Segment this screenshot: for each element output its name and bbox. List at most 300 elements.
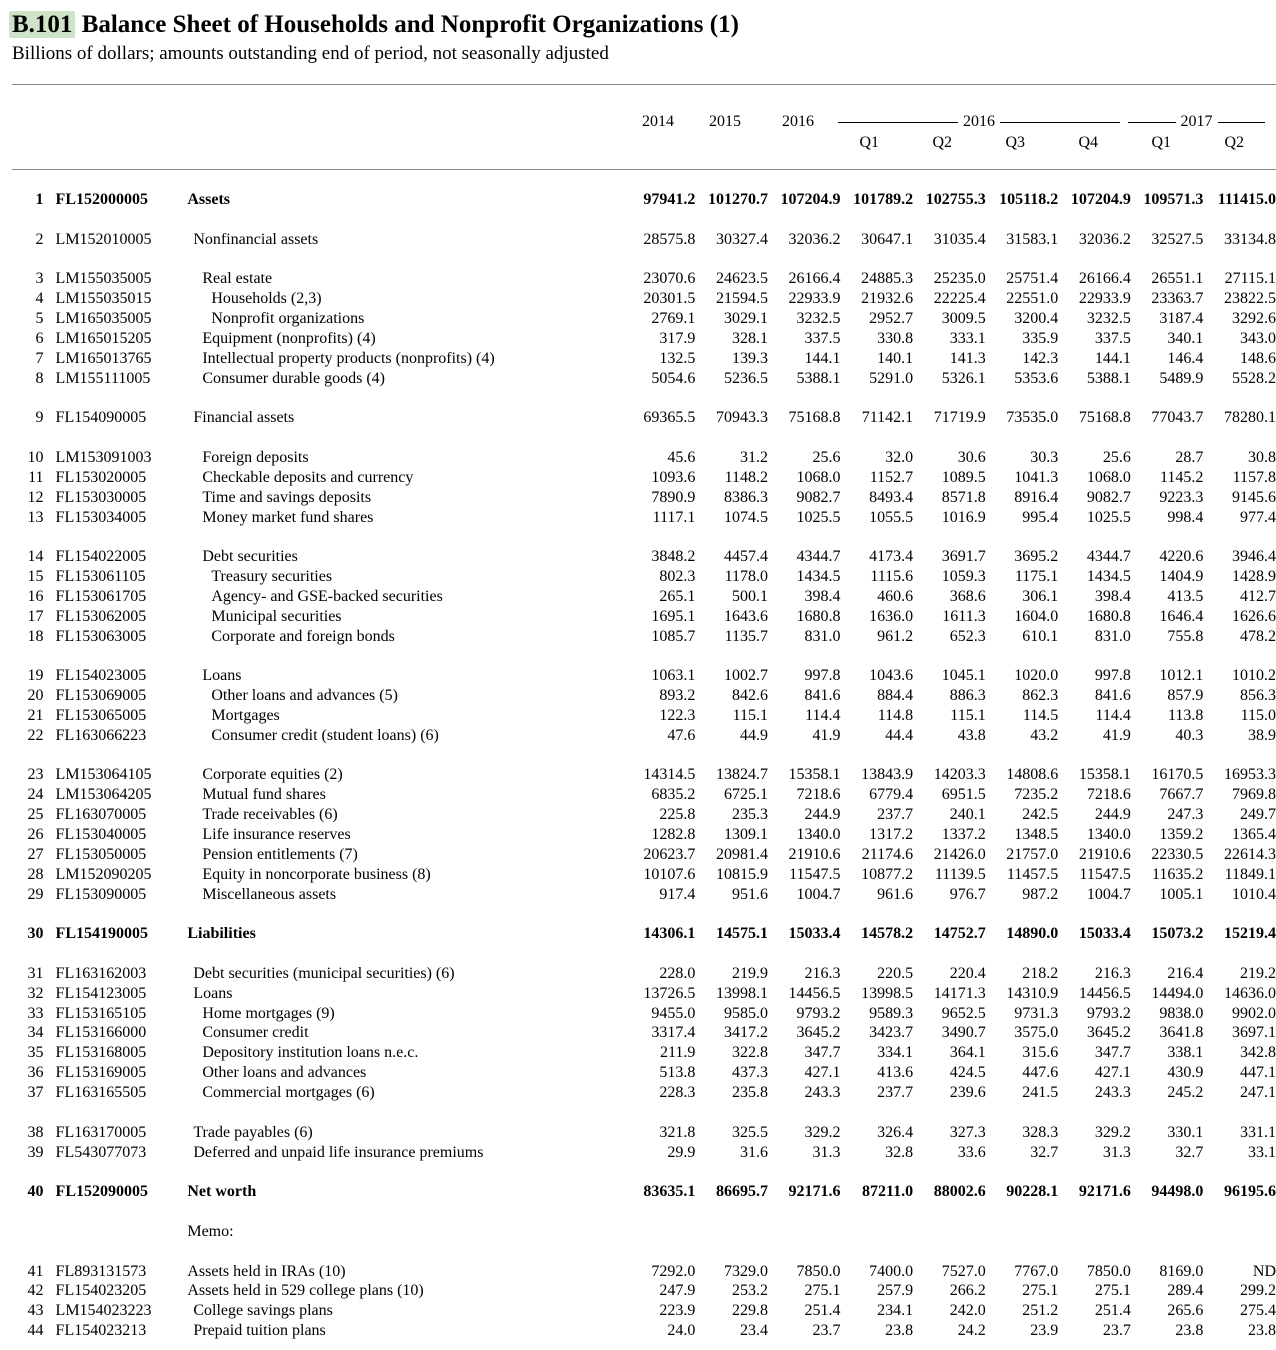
value-cell: 31.3	[812, 1143, 841, 1161]
row-label-cell	[187, 1321, 623, 1341]
value-cell: 2952.7	[869, 310, 914, 328]
row-label: Equipment (nonprofits) (4)	[202, 329, 376, 347]
row-label: Assets held in 529 college plans (10)	[187, 1282, 424, 1300]
value-cell: 4173.4	[869, 548, 914, 566]
value-cell: 21932.6	[861, 290, 914, 308]
value-cell: 2769.1	[651, 310, 696, 328]
row-label-cell	[187, 1301, 623, 1321]
table-row	[14, 686, 1276, 706]
row-label: Time and savings deposits	[202, 488, 372, 506]
value-cell: 398.4	[1094, 587, 1131, 605]
value-cell: ND	[1252, 1262, 1276, 1280]
row-label: Pension entitlements (7)	[202, 845, 358, 863]
value-cell: 15033.4	[1078, 925, 1131, 943]
row-label: Deferred and unpaid life insurance premiums	[193, 1143, 484, 1161]
spacer-row	[14, 1162, 1276, 1182]
value-cell: 32.7	[1175, 1143, 1204, 1161]
row-label-cell	[187, 1143, 623, 1163]
row-label: Checkable deposits and currency	[202, 468, 414, 486]
table-row	[14, 805, 1276, 825]
value-cell: 26551.1	[1151, 270, 1204, 288]
value-cell: 23.7	[812, 1322, 841, 1340]
value-cell: 14310.9	[1006, 984, 1059, 1002]
value-cell: 3200.4	[1014, 310, 1059, 328]
value-cell: 14171.3	[933, 984, 986, 1002]
value-cell: 1434.5	[796, 568, 841, 586]
value-cell: 1004.7	[1086, 885, 1131, 903]
value-cell: 289.4	[1167, 1282, 1204, 1300]
spacer-row	[14, 428, 1276, 448]
value-cell: 26166.4	[788, 270, 841, 288]
value-cell: 347.7	[804, 1044, 841, 1062]
value-cell: 831.0	[804, 627, 841, 645]
value-cell: 7218.6	[1086, 786, 1131, 804]
value-cell: 500.1	[731, 587, 768, 605]
value-cell: 9082.7	[1086, 488, 1131, 506]
value-cell: 330.1	[1167, 1123, 1204, 1141]
series-code: LM165013765	[55, 349, 152, 367]
row-label: Commercial mortgages (6)	[202, 1083, 375, 1101]
value-cell: 1282.8	[651, 826, 696, 843]
value-cell: 115.1	[950, 706, 986, 724]
series-code: LM153064105	[55, 766, 152, 784]
col-header-2014: 2014	[642, 113, 674, 130]
value-cell: 107204.9	[1070, 191, 1131, 208]
row-number	[14, 1222, 56, 1242]
value-cell: 83635.1	[643, 1183, 696, 1201]
series-code: FL163165505	[55, 1083, 147, 1101]
value-cell: 977.4	[1240, 508, 1276, 526]
row-number: 24	[27, 786, 44, 804]
value-cell: 321.8	[659, 1123, 696, 1141]
value-cell: 1359.2	[1159, 826, 1204, 843]
value-cell: 5489.9	[1159, 369, 1204, 387]
value-cell: 1317.2	[869, 826, 914, 843]
value-cell: 9589.3	[869, 1004, 914, 1022]
value-cell: 219.2	[1240, 964, 1276, 982]
value-cell: 275.1	[804, 1282, 841, 1300]
value-cell: 14314.5	[643, 766, 696, 784]
row-label-cell	[187, 924, 623, 944]
value-cell: 11849.1	[1224, 865, 1276, 883]
row-number: 26	[27, 826, 44, 843]
spacer-row	[14, 1242, 1276, 1262]
table-row	[14, 468, 1276, 488]
value-cell: 23822.5	[1224, 290, 1276, 308]
row-label: Debt securities	[202, 548, 298, 566]
value-cell: 1004.7	[796, 885, 841, 903]
value-cell: 114.4	[1095, 706, 1131, 724]
value-cell: 247.1	[1240, 1083, 1276, 1101]
value-cell: 249.7	[1240, 806, 1276, 824]
value-cell: 32.0	[885, 448, 914, 466]
value-cell: 139.3	[731, 349, 768, 367]
value-cell: 237.7	[877, 1083, 914, 1101]
value-cell: 24885.3	[861, 270, 914, 288]
value-cell: 21910.6	[1078, 845, 1131, 863]
value-cell: 30.6	[957, 448, 986, 466]
value-cell: 7527.0	[941, 1262, 986, 1280]
table-row	[14, 1262, 1276, 1282]
value-cell: 5054.6	[651, 369, 696, 387]
table-row	[14, 508, 1276, 528]
value-cell: 14575.1	[715, 925, 768, 943]
col-header-2016: 2016	[782, 113, 814, 130]
row-label-cell	[187, 190, 623, 210]
value-cell: 5236.5	[723, 369, 768, 387]
value-cell: 976.7	[949, 885, 986, 903]
value-cell: 884.4	[877, 687, 914, 705]
value-cell: 102755.3	[925, 191, 986, 208]
value-cell: 265.6	[1167, 1302, 1204, 1320]
table-row	[14, 865, 1276, 885]
value-cell: 427.1	[804, 1064, 841, 1082]
value-cell: 29.9	[667, 1143, 696, 1161]
row-label-cell	[187, 805, 623, 825]
value-cell: 1063.1	[651, 667, 696, 685]
row-label: Municipal securities	[211, 607, 342, 625]
value-cell: 140.1	[877, 349, 914, 367]
value-cell: 71142.1	[861, 409, 914, 427]
value-cell: 1428.9	[1232, 568, 1276, 586]
row-number: 21	[27, 706, 44, 724]
row-number: 42	[27, 1282, 44, 1300]
value-cell: 23.7	[1102, 1322, 1131, 1340]
memo-label	[187, 1222, 623, 1242]
value-cell: 92171.6	[1078, 1183, 1131, 1201]
value-cell: 9731.3	[1014, 1004, 1059, 1022]
value-cell: 241.5	[1022, 1083, 1059, 1101]
value-cell: 13824.7	[715, 766, 768, 784]
table-row	[14, 369, 1276, 389]
value-cell: 86695.7	[715, 1183, 768, 1201]
value-cell: 3490.7	[941, 1024, 986, 1042]
group-header-2017	[1128, 113, 1265, 131]
value-cell: 242.5	[1022, 806, 1059, 824]
value-cell: 22933.9	[788, 290, 841, 308]
row-label: Nonprofit organizations	[211, 310, 365, 328]
value-cell: 998.4	[1167, 508, 1204, 526]
value-cell: 8571.8	[941, 488, 986, 506]
row-label: Consumer durable goods (4)	[202, 369, 385, 387]
value-cell: 337.5	[804, 329, 841, 347]
row-number: 17	[27, 607, 44, 625]
value-cell: 243.3	[804, 1083, 841, 1101]
row-number: 19	[27, 667, 44, 685]
value-cell: 243.3	[1094, 1083, 1131, 1101]
spacer-row	[14, 1103, 1276, 1123]
value-cell: 244.9	[1094, 806, 1131, 824]
table-row	[14, 964, 1276, 984]
value-cell: 31035.4	[933, 230, 986, 248]
value-cell: 44.9	[739, 726, 768, 744]
value-cell: 8169.0	[1159, 1262, 1204, 1280]
row-number: 8	[35, 369, 44, 387]
value-cell: 9223.3	[1159, 488, 1204, 506]
value-cell: 1337.2	[941, 826, 986, 843]
value-cell: 105118.2	[999, 191, 1059, 208]
table-row	[14, 329, 1276, 349]
value-cell: 1068.0	[796, 468, 841, 486]
value-cell: 5528.2	[1232, 369, 1276, 387]
value-cell: 1626.6	[1232, 607, 1276, 625]
row-label: Households (2,3)	[211, 290, 322, 308]
value-cell: 31583.1	[1006, 230, 1059, 248]
value-cell: 69365.5	[643, 409, 696, 427]
value-cell: 220.5	[877, 964, 914, 982]
table-row	[14, 785, 1276, 805]
series-code: FL163070005	[55, 806, 147, 824]
series-code: FL154022005	[55, 548, 147, 566]
value-cell: 368.6	[949, 587, 986, 605]
value-cell: 1340.0	[1086, 826, 1131, 843]
row-number: 41	[27, 1262, 44, 1280]
row-number: 18	[27, 627, 44, 645]
value-cell: 14456.5	[788, 984, 841, 1002]
group-header-2016	[838, 113, 1120, 131]
value-cell: 1089.5	[941, 468, 986, 486]
value-cell: 8493.4	[869, 488, 914, 506]
value-cell: 5353.6	[1014, 369, 1059, 387]
row-label-cell	[187, 706, 623, 726]
value-cell: 1695.1	[651, 607, 696, 625]
row-number: 2	[35, 230, 44, 248]
value-cell: 1643.6	[723, 607, 768, 625]
value-cell: 40.3	[1175, 726, 1204, 744]
value-cell	[1058, 1222, 1131, 1242]
series-code: FL153090005	[55, 885, 147, 903]
value-cell: 245.2	[1167, 1083, 1204, 1101]
value-cell: 70943.3	[715, 409, 768, 427]
value-cell: 1085.7	[651, 627, 696, 645]
row-label-cell	[187, 627, 623, 647]
value-cell: 7400.0	[869, 1262, 914, 1280]
table-row	[14, 1281, 1276, 1301]
value-cell: 5388.1	[796, 369, 841, 387]
value-cell: 755.8	[1167, 627, 1204, 645]
value-cell: 216.3	[804, 964, 841, 982]
value-cell: 9455.0	[651, 1004, 696, 1022]
row-number: 28	[27, 865, 44, 883]
row-label-cell	[187, 1083, 623, 1103]
row-number: 23	[27, 766, 44, 784]
spacer-row	[14, 944, 1276, 964]
value-cell: 9838.0	[1159, 1004, 1204, 1022]
value-cell: 21910.6	[788, 845, 841, 863]
value-cell: 107204.9	[780, 191, 841, 208]
value-cell: 87211.0	[862, 1183, 914, 1201]
row-number: 30	[27, 925, 44, 943]
value-cell: 1025.5	[1086, 508, 1131, 526]
table-row	[14, 825, 1276, 845]
value-cell: 11547.5	[1079, 865, 1131, 883]
series-code: FL154023205	[55, 1282, 147, 1300]
row-label: Mutual fund shares	[202, 786, 326, 804]
value-cell: 886.3	[949, 687, 986, 705]
value-cell: 3317.4	[651, 1024, 696, 1042]
value-cell: 237.7	[877, 806, 914, 824]
value-cell: 338.1	[1167, 1044, 1204, 1062]
series-code: FL154123005	[55, 984, 147, 1002]
value-cell: 343.0	[1240, 329, 1276, 347]
value-cell: 856.3	[1240, 687, 1276, 705]
value-cell: 14636.0	[1224, 984, 1276, 1002]
value-cell: 1309.1	[723, 826, 768, 843]
value-cell	[695, 1222, 768, 1242]
value-cell: 7890.9	[651, 488, 696, 506]
value-cell: 43.2	[1030, 726, 1059, 744]
value-cell: 253.2	[731, 1282, 768, 1300]
value-cell: 15073.2	[1151, 925, 1204, 943]
value-cell: 115.1	[732, 706, 768, 724]
row-number: 3	[35, 270, 44, 288]
value-cell: 6779.4	[869, 786, 914, 804]
spacer-row	[14, 210, 1276, 230]
value-cell: 9652.5	[941, 1004, 986, 1022]
value-cell: 1680.8	[1086, 607, 1131, 625]
value-cell: 16953.3	[1224, 766, 1276, 784]
value-cell: 1135.7	[724, 627, 768, 645]
value-cell: 78280.1	[1224, 409, 1276, 427]
series-code	[56, 1222, 188, 1242]
value-cell	[1131, 1222, 1204, 1242]
value-cell: 111415.0	[1217, 191, 1276, 208]
value-cell: 1068.0	[1086, 468, 1131, 486]
value-cell: 31.2	[739, 448, 768, 466]
row-number: 29	[27, 885, 44, 903]
value-cell: 251.2	[1022, 1302, 1059, 1320]
value-cell: 21757.0	[1006, 845, 1059, 863]
value-cell: 862.3	[1022, 687, 1059, 705]
spacer-row	[14, 646, 1276, 666]
value-cell: 1178.0	[724, 568, 768, 586]
value-cell: 31.6	[739, 1143, 768, 1161]
table-row	[14, 885, 1276, 905]
row-number: 38	[27, 1123, 44, 1141]
series-code: FL152090005	[55, 1183, 148, 1201]
value-cell: 364.1	[949, 1044, 986, 1062]
table-row	[14, 1043, 1276, 1063]
page-title	[12, 8, 739, 42]
series-code: LM155035005	[55, 270, 152, 288]
value-cell: 242.0	[949, 1302, 986, 1320]
series-code: LM153091003	[55, 448, 152, 466]
row-label-cell	[187, 547, 623, 567]
value-cell: 75168.8	[788, 409, 841, 427]
value-cell: 11635.2	[1152, 865, 1204, 883]
value-cell	[1203, 1222, 1276, 1242]
value-cell: 23070.6	[643, 270, 696, 288]
series-code: FL153063005	[55, 627, 147, 645]
value-cell: 326.4	[877, 1123, 914, 1141]
row-label: Depository institution loans n.e.c.	[202, 1044, 419, 1062]
row-number: 4	[35, 290, 44, 308]
table-row	[14, 289, 1276, 309]
value-cell: 88002.6	[933, 1183, 986, 1201]
series-code: FL163162003	[55, 964, 147, 982]
value-cell: 1025.5	[796, 508, 841, 526]
row-label-cell	[187, 1004, 623, 1024]
value-cell: 347.7	[1094, 1044, 1131, 1062]
series-code: LM155035015	[55, 290, 152, 308]
value-cell: 4220.6	[1159, 548, 1204, 566]
row-label: Mortgages	[211, 706, 280, 724]
value-cell: 30.3	[1030, 448, 1059, 466]
row-label: Other loans and advances	[202, 1064, 367, 1082]
value-cell: 1145.2	[1160, 468, 1204, 486]
table-row	[14, 706, 1276, 726]
value-cell: 97941.2	[643, 191, 696, 208]
value-cell: 1010.4	[1232, 885, 1276, 903]
col-header-2016-q2: Q2	[932, 134, 952, 151]
value-cell: 317.9	[659, 329, 696, 347]
value-cell: 513.8	[659, 1064, 696, 1082]
series-code: LM152090205	[55, 865, 152, 883]
value-cell: 265.1	[659, 587, 696, 605]
value-cell: 460.6	[877, 587, 914, 605]
table-row	[14, 1004, 1276, 1024]
table-row	[14, 845, 1276, 865]
row-label-cell	[187, 984, 623, 1004]
row-label: Prepaid tuition plans	[193, 1322, 326, 1340]
value-cell: 1117.1	[652, 508, 696, 526]
value-cell: 22551.0	[1006, 290, 1059, 308]
value-cell: 144.1	[1094, 349, 1131, 367]
value-cell: 997.8	[1094, 667, 1131, 685]
value-cell: 1016.9	[941, 508, 986, 526]
table-row	[14, 627, 1276, 647]
value-cell: 15033.4	[788, 925, 841, 943]
group-header-2017-label: 2017	[1176, 113, 1218, 130]
value-cell: 447.6	[1022, 1064, 1059, 1082]
value-cell: 9082.7	[796, 488, 841, 506]
row-label-cell	[187, 865, 623, 885]
value-cell: 995.4	[1022, 508, 1059, 526]
value-cell: 7850.0	[1086, 1262, 1131, 1280]
row-label-cell	[187, 825, 623, 845]
value-cell: 1604.0	[1014, 607, 1059, 625]
value-cell: 23.9	[1030, 1322, 1059, 1340]
value-cell: 21426.0	[933, 845, 986, 863]
value-cell: 240.1	[949, 806, 986, 824]
row-number: 40	[27, 1183, 44, 1201]
table-row	[14, 587, 1276, 607]
series-code: FL153061105	[55, 568, 146, 586]
value-cell: 4344.7	[796, 548, 841, 566]
row-number: 7	[35, 349, 44, 367]
row-label-cell	[187, 607, 623, 627]
row-label-cell	[187, 1063, 623, 1083]
row-number: 20	[27, 687, 44, 705]
value-cell: 1002.7	[723, 667, 768, 685]
value-cell: 225.8	[659, 806, 696, 824]
row-label: Treasury securities	[211, 568, 333, 586]
value-cell: 4457.4	[723, 548, 768, 566]
value-cell: 802.3	[659, 568, 696, 586]
table-row	[14, 1063, 1276, 1083]
value-cell: 101270.7	[707, 191, 768, 208]
top-divider	[12, 84, 1276, 85]
value-cell: 144.1	[804, 349, 841, 367]
value-cell: 14306.1	[643, 925, 696, 943]
series-code: FL153030005	[55, 488, 147, 506]
row-label-cell	[187, 468, 623, 488]
table-row	[14, 190, 1276, 210]
value-cell: 13843.9	[861, 766, 914, 784]
row-label: Assets held in IRAs (10)	[187, 1262, 346, 1280]
header-divider	[12, 169, 1276, 170]
value-cell: 3695.2	[1014, 548, 1059, 566]
